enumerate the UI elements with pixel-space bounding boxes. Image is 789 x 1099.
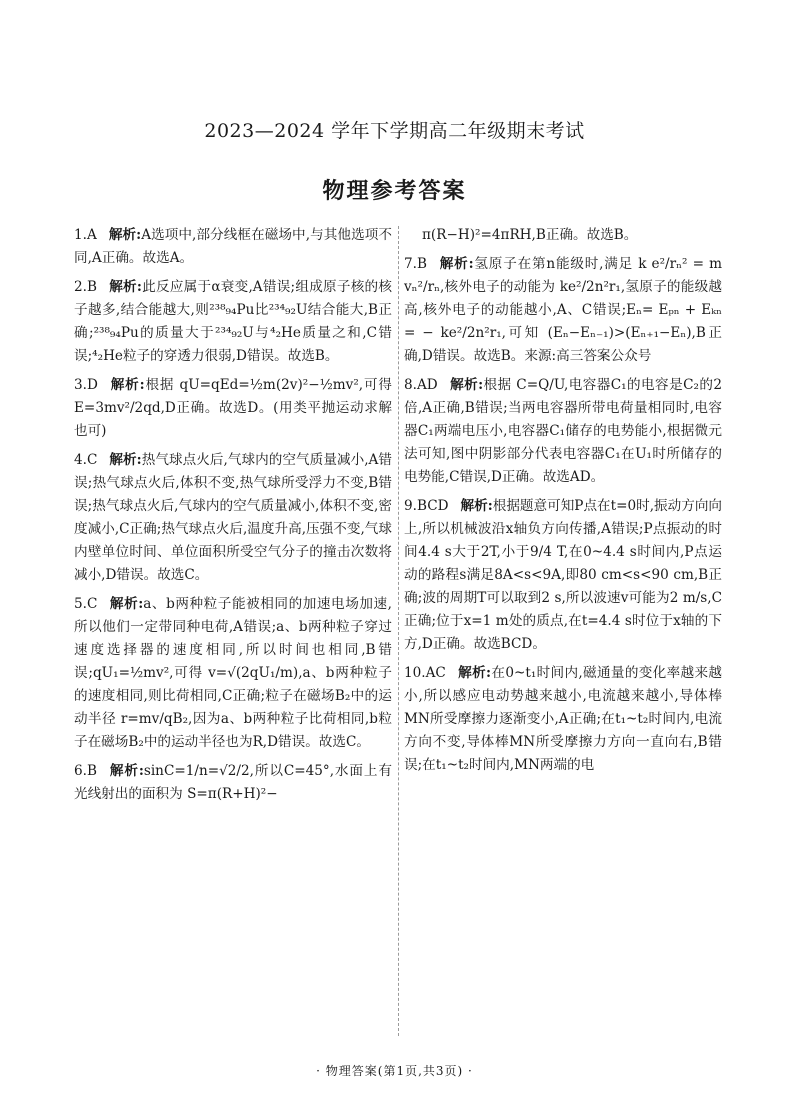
answer-number: 3.D bbox=[74, 377, 98, 393]
answer-number: 5.C bbox=[74, 596, 98, 612]
answer-item-1 bbox=[74, 224, 392, 270]
answer-item-10 bbox=[404, 662, 722, 777]
answer-item-5 bbox=[74, 593, 392, 754]
explanation-text: sinC=1/n=√2/2,所以C=45°,水面上有光线射出的面积为 S=π(R+H)²− bbox=[74, 763, 392, 802]
page-title: 2023—2024 学年下学期高二年级期末考试 bbox=[204, 120, 585, 142]
explanation-label: 解析: bbox=[109, 452, 142, 468]
explanation-text: 根据题意可知P点在t=0时,振动方向向上,所以机械波沿x轴负方向传播,A错误;P点振动的时间4.4 s大于2T,小于9/4 T,在0~4.4 s时间内,P点运动的路程s满足8A<s<9A,即80 cm<s<90 cm,B正确;波的周期T可以取到2 s,所以波速v可能为2 m/s,C正确;位于x=1 m处的质点,在t=4.4 s时位于x轴的下方,D正确。故选BCD。 bbox=[404, 498, 723, 652]
left-column bbox=[74, 224, 392, 812]
answer-item-9 bbox=[404, 495, 722, 656]
continued-text: π(R−H)²=4πRH,B正确。故选B。 bbox=[422, 227, 638, 243]
explanation-label: 解析: bbox=[460, 498, 493, 514]
answer-number: 9.BCD bbox=[404, 498, 449, 514]
answer-item-7 bbox=[404, 253, 722, 368]
explanation-label: 解析: bbox=[457, 665, 492, 681]
explanation-label: 解析: bbox=[108, 279, 142, 295]
page-footer: · 物理答案(第1页,共3页) · bbox=[316, 1064, 473, 1078]
answer-number: 4.C bbox=[74, 452, 98, 468]
answer-number: 2.B bbox=[74, 279, 97, 295]
answer-item-3 bbox=[74, 374, 392, 443]
explanation-text: 氢原子在第n能级时,满足 k e²/rₙ² = m vₙ²/rₙ,核外电子的动能为 ke²/2n²r₁,氢原子的能级越高,核外电子的动能越小,A、C错误;Eₙ= Eₚₙ + Eₖₙ = − ke²/2n²r₁,可知 (Eₙ−Eₙ₋₁)>(Eₙ₊₁−Eₙ),B正确,D错误。故选B。来源:高三答案公众号 bbox=[404, 256, 722, 364]
column-divider bbox=[398, 226, 399, 1036]
answer-number: 7.B bbox=[404, 256, 427, 272]
explanation-label: 解析: bbox=[449, 377, 484, 393]
explanation-text: 此反应属于α衰变,A错误;组成原子核的核子越多,结合能越大,则²³⁸₉₄Pu比²³⁴₉₂U结合能大,B正确;²³⁸₉₄Pu的质量大于²³⁴₉₂U与⁴₂He质量之和,C错误;⁴₂He粒子的穿透力很弱,D错误。故选B。 bbox=[74, 279, 392, 364]
page-subtitle: 物理参考答案 bbox=[322, 178, 467, 204]
explanation-label: 解析: bbox=[438, 256, 474, 272]
explanation-text: A选项中,部分线框在磁场中,与其他选项不同,A正确。故选A。 bbox=[74, 227, 392, 266]
explanation-text: 根据 C=Q/U,电容器C₁的电容是C₂的2倍,A正确,B错误;当两电容器所带电荷量相同时,电容器C₁两端电压小,电容器C₁储存的电势能小,根据微元法可知,图中阴影部分代表电容器C₁在U₁时所储存的电势能,C错误,D正确。故选AD。 bbox=[404, 377, 722, 485]
explanation-label: 解析: bbox=[109, 596, 144, 612]
explanation-text: 在0~t₁时间内,磁通量的变化率越来越小,所以感应电动势越来越小,电流越来越小,导体棒MN所受摩擦力逐渐变小,A正确;在t₁~t₂时间内,电流方向不变,导体棒MN所受摩擦力方向一直向右,B错误;在t₁~t₂时间内,MN两端的电 bbox=[404, 665, 722, 773]
explanation-text: a、b两种粒子能被相同的加速电场加速,所以他们一定带同种电荷,A错误;a、b两种粒子穿过速度选择器的速度相同,所以时间也相同,B错误;qU₁=½mv²,可得 v=√(2qU₁/m),a、b两种粒子的速度相同,则比荷相同,C正确;粒子在磁场B₂中的运动半径 r=mv/qB₂,因为a、b两种粒子比荷相同,b粒子在磁场B₂中的运动半径也为R,D错误。故选C。 bbox=[74, 596, 392, 750]
answer-item-2 bbox=[74, 276, 392, 368]
explanation-label: 解析: bbox=[108, 227, 142, 243]
answer-number: 8.AD bbox=[404, 377, 438, 393]
answer-number: 1.A bbox=[74, 227, 97, 243]
answer-number: 10.AC bbox=[404, 665, 446, 681]
answer-item-6 bbox=[74, 760, 392, 806]
answer-number: 6.B bbox=[74, 763, 97, 779]
right-column bbox=[404, 224, 722, 783]
answer-item-4 bbox=[74, 449, 392, 587]
explanation-label: 解析: bbox=[108, 763, 144, 779]
answer-item-8 bbox=[404, 374, 722, 489]
explanation-text: 根据 qU=qEd=½m(2v)²−½mv²,可得 E=3mv²/2qd,D正确。故选D。(用类平抛运动求解也可) bbox=[74, 377, 392, 439]
explanation-text: 热气球点火后,气球内的空气质量减小,A错误;热气球点火后,体积不变,热气球所受浮力不变,B错误;热气球点火后,气球内的空气质量减小,体积不变,密度减小,C正确;热气球点火后,温度升高,压强不变,气球内壁单位时间、单位面积所受空气分子的撞击次数将减小,D错误。故选C。 bbox=[74, 452, 392, 583]
explanation-label: 解析: bbox=[109, 377, 145, 393]
